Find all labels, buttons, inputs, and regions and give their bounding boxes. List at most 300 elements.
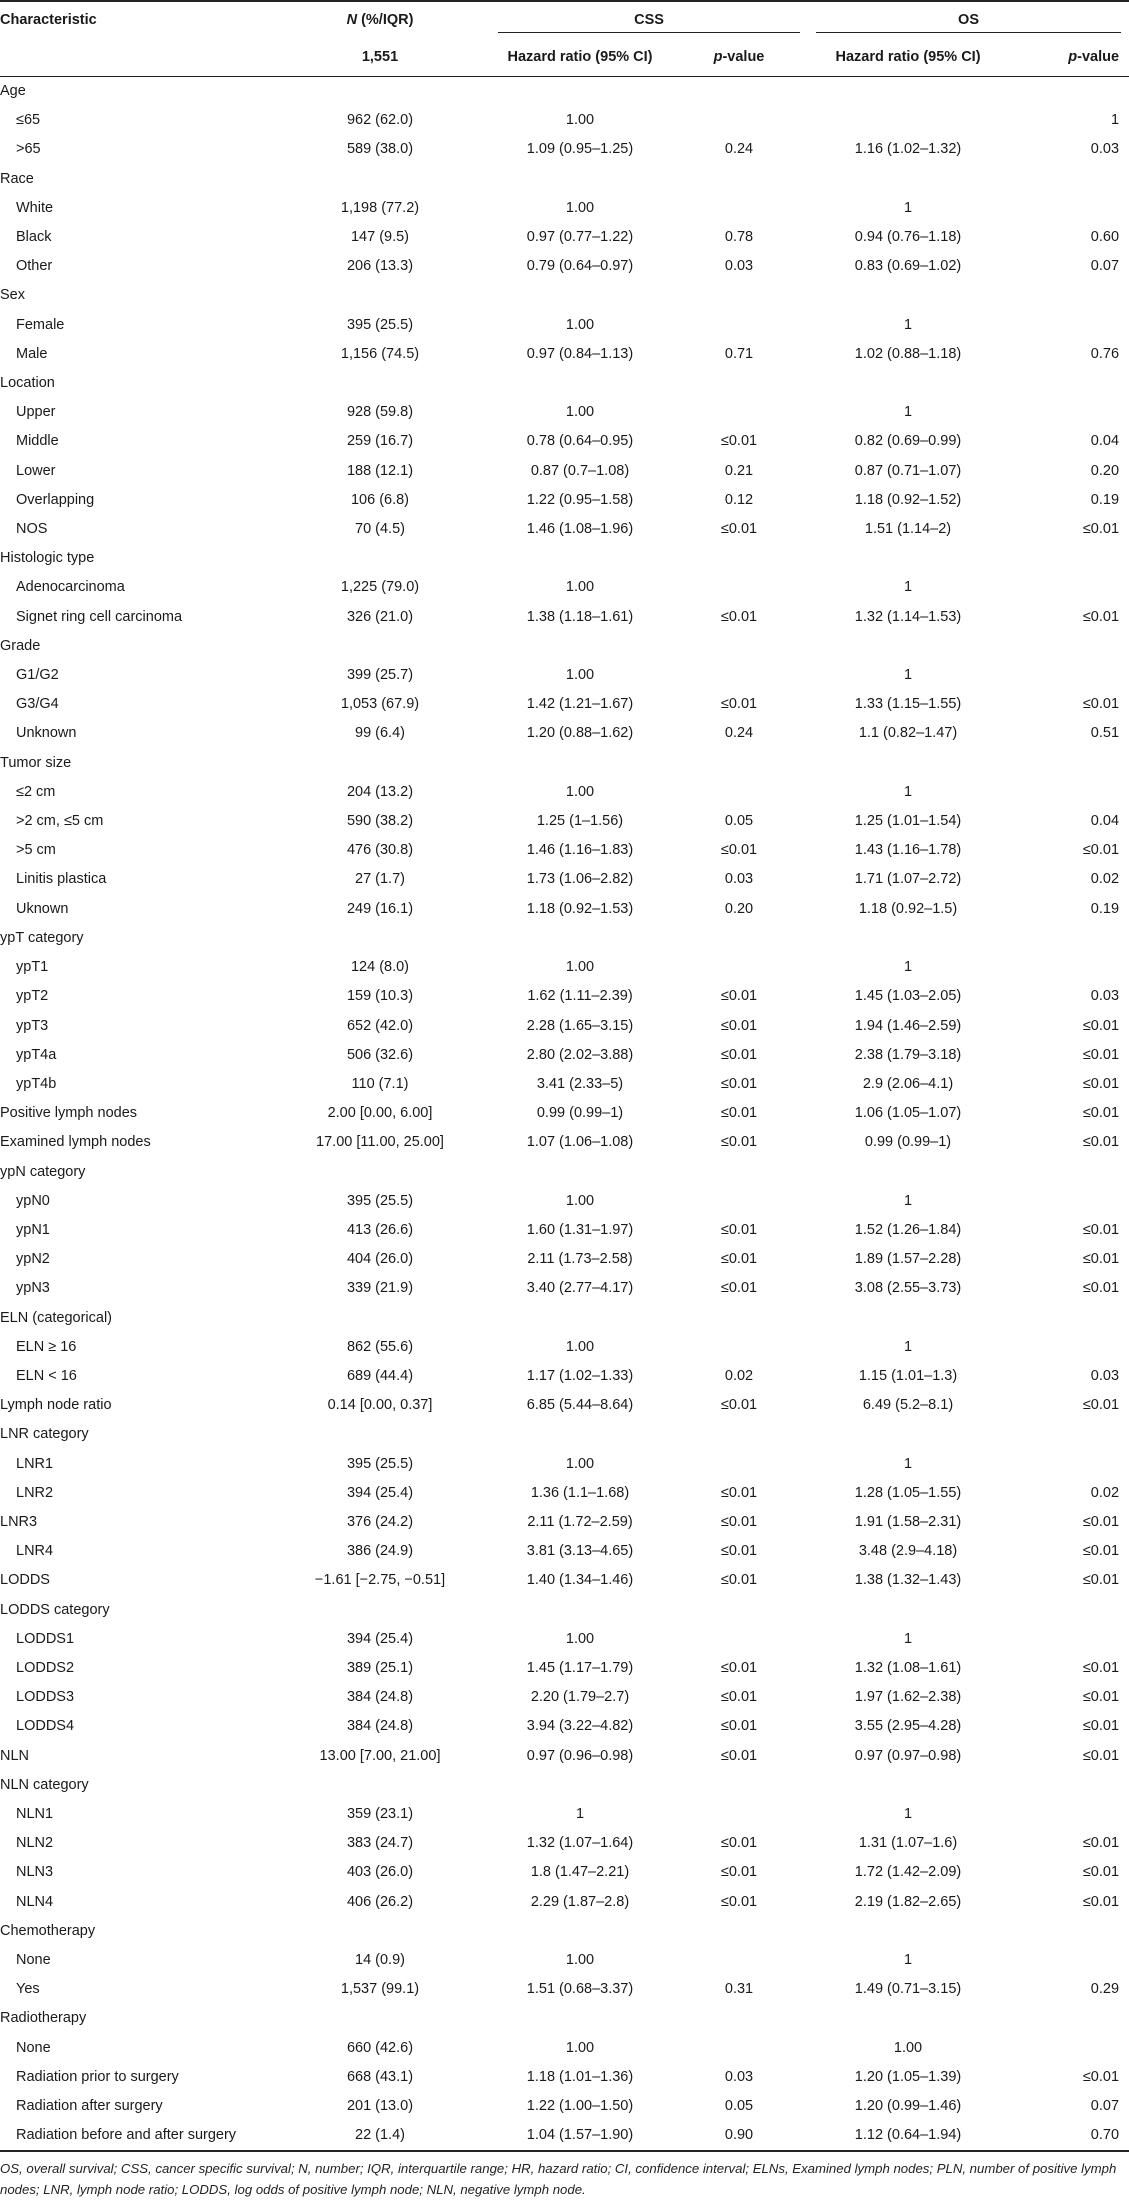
table-row (0, 1566, 1129, 1595)
cell-css-hr: 1.46 (1.08–1.96) (526, 521, 634, 538)
cell-os-p: ≤0.01 (1082, 1689, 1120, 1706)
cell-css-hr: 1.00 (565, 667, 595, 684)
header-row-columns (0, 39, 1129, 77)
cell-css-hr: 1.40 (1.34–1.46) (526, 1572, 634, 1589)
cell-os-p: ≤0.01 (1082, 1017, 1120, 1034)
header-os-hr: Hazard ratio (95% CI) (808, 39, 1008, 77)
row-label: LODDS1 (16, 1630, 75, 1647)
row-label: Radiation prior to surgery (16, 2068, 179, 2085)
cell-css-p: ≤0.01 (720, 1864, 758, 1881)
cell-css-p (670, 398, 808, 427)
row-label: Yes (16, 1981, 40, 1998)
row-label: Tumor size (0, 754, 72, 771)
row-label: ypN3 (16, 1280, 50, 1297)
table-row (0, 1187, 1129, 1216)
cell-css-p: 0.24 (724, 725, 754, 742)
cell-css-hr: 1.62 (1.11–2.39) (527, 988, 633, 1005)
cell-css-p: ≤0.01 (720, 1572, 758, 1589)
cell-css-hr: 1.25 (1–1.56) (536, 813, 624, 830)
cell-css-hr: 0.97 (0.77–1.22) (526, 229, 634, 246)
header-characteristic: Characteristic (0, 12, 97, 28)
cell-css-p (670, 1946, 808, 1975)
cell-css-p: ≤0.01 (720, 1251, 758, 1268)
table-row (0, 1362, 1129, 1391)
cell-os-hr: 1 (903, 199, 913, 216)
cell-os-hr: 1 (903, 316, 913, 333)
cell-os-p (1008, 1946, 1129, 1975)
cell-n: 399 (25.7) (346, 667, 414, 684)
cell-os-p: ≤0.01 (1082, 1864, 1120, 1881)
cell-n: 506 (32.6) (346, 1046, 414, 1063)
cell-os-p: 0.76 (1090, 345, 1120, 362)
cell-css-hr: 1.22 (0.95–1.58) (526, 491, 634, 508)
cell-n: 383 (24.7) (346, 1835, 414, 1852)
cell-os-p (1008, 1187, 1129, 1216)
cell-os-hr: 1.02 (0.88–1.18) (854, 345, 962, 362)
row-label: ypT1 (16, 959, 49, 976)
cell-n: 395 (25.5) (346, 1192, 414, 1209)
cell-css-hr: 0.79 (0.64–0.97) (526, 258, 634, 275)
cell-css-hr: 2.11 (1.73–2.58) (527, 1251, 633, 1268)
table-row (0, 252, 1129, 281)
cell-os-hr: 1.18 (0.92–1.5) (858, 900, 958, 917)
group-header-row (0, 1158, 1129, 1187)
cell-os-hr: 1 (903, 1805, 913, 1822)
cell-os-p: ≤0.01 (1082, 1893, 1120, 1910)
row-label: None (16, 1952, 51, 1968)
cell-css-hr: 3.40 (2.77–4.17) (526, 1280, 634, 1297)
cell-os-p: ≤0.01 (1082, 1075, 1120, 1092)
row-label: LNR3 (0, 1513, 38, 1530)
row-label: Female (16, 316, 65, 333)
cell-css-p: ≤0.01 (720, 1221, 758, 1238)
cell-n: 359 (23.1) (346, 1805, 414, 1822)
cell-css-p (670, 194, 808, 223)
cell-css-p: ≤0.01 (720, 433, 758, 450)
row-label: Unknown (16, 725, 77, 742)
group-header-row (0, 2004, 1129, 2033)
row-label: LNR1 (16, 1455, 54, 1472)
cell-os-hr: 1.20 (0.99–1.46) (854, 2098, 962, 2115)
table-row (0, 661, 1129, 690)
row-label: Examined lymph nodes (0, 1134, 151, 1151)
row-label: Lymph node ratio (0, 1397, 112, 1414)
cell-os-p: 0.04 (1090, 813, 1120, 830)
cell-css-hr: 1.00 (565, 2039, 595, 2056)
group-header-row (0, 544, 1129, 573)
group-header-row (0, 77, 1129, 107)
cell-os-hr: 1.20 (1.05–1.39) (854, 2068, 962, 2085)
cell-css-hr: 2.80 (2.02–3.88) (526, 1046, 634, 1063)
cell-css-p: 0.24 (724, 141, 754, 158)
cell-os-hr: 2.38 (1.79–3.18) (854, 1046, 962, 1063)
cell-css-p: ≤0.01 (720, 1017, 758, 1034)
cell-css-p: 0.90 (670, 2121, 808, 2151)
cell-n: 389 (25.1) (346, 1659, 414, 1676)
cell-os-p (1008, 398, 1129, 427)
row-label: Positive lymph nodes (0, 1105, 138, 1122)
row-label: ELN < 16 (16, 1367, 77, 1384)
cell-css-hr: 2.11 (1.72–2.59) (527, 1513, 633, 1530)
table-row (0, 223, 1129, 252)
cell-os-hr: 1.32 (1.08–1.61) (854, 1659, 962, 1676)
cell-os-p (1008, 953, 1129, 982)
row-label: LODDS category (0, 1601, 110, 1618)
table-row (0, 778, 1129, 807)
cell-os-p: ≤0.01 (1082, 1747, 1120, 1764)
row-label: Sex (0, 287, 25, 304)
cell-os-p: 0.02 (1090, 871, 1120, 888)
row-label: Location (0, 375, 55, 392)
row-label: Race (0, 170, 34, 187)
cell-css-hr: 3.81 (3.13–4.65) (526, 1543, 634, 1560)
cell-n: 589 (38.0) (346, 141, 414, 158)
table-row (0, 982, 1129, 1011)
table-row (0, 1450, 1129, 1479)
cell-css-p: 0.03 (724, 258, 754, 275)
cell-css-p: 0.21 (724, 462, 754, 479)
row-label: LODDS (0, 1572, 50, 1589)
row-label: LNR2 (16, 1484, 54, 1501)
cell-css-p (670, 1187, 808, 1216)
cell-os-hr: 3.08 (2.55–3.73) (854, 1280, 962, 1297)
cell-css-p: 0.78 (724, 229, 754, 246)
cell-css-p: ≤0.01 (720, 521, 758, 538)
cell-os-p: 0.19 (1090, 900, 1120, 917)
cell-os-hr: 1.97 (1.62–2.38) (854, 1689, 962, 1706)
cell-css-hr: 1.00 (565, 404, 595, 421)
cell-css-hr: 1.22 (1.00–1.50) (526, 2098, 634, 2115)
cell-n: 70 (4.5) (355, 521, 405, 538)
cell-os-p: 0.60 (1090, 229, 1120, 246)
cell-css-hr: 1.51 (0.68–3.37) (526, 1981, 634, 1998)
row-label: Uknown (16, 900, 69, 917)
cell-os-hr: 1.49 (0.71–3.15) (854, 1981, 962, 1998)
table-row (0, 1070, 1129, 1099)
cell-n: 204 (13.2) (346, 783, 414, 800)
cell-os-hr: 2.9 (2.06–4.1) (862, 1075, 954, 1092)
cell-os-p: ≤0.01 (1082, 1543, 1120, 1560)
cell-css-hr: 1.00 (565, 1455, 595, 1472)
cell-os-hr: 1.43 (1.16–1.78) (854, 842, 962, 859)
cell-css-p: 0.05 (724, 2098, 754, 2115)
cell-os-p (1008, 1625, 1129, 1654)
cell-n: 652 (42.0) (346, 1017, 414, 1034)
table-row (0, 1654, 1129, 1683)
cell-os-p (1008, 1800, 1129, 1829)
cell-os-hr: 1.16 (1.02–1.32) (854, 141, 962, 158)
cell-os-p (1008, 1333, 1129, 1362)
header-os: OS (816, 8, 1121, 33)
cell-os-hr: 1 (903, 579, 913, 596)
row-label: NLN3 (16, 1864, 54, 1881)
cell-n: 413 (26.6) (346, 1221, 414, 1238)
cell-css-hr: 0.99 (0.99–1) (536, 1105, 624, 1122)
table-row (0, 2063, 1129, 2092)
cell-css-p: ≤0.01 (720, 1543, 758, 1560)
cell-os-hr: 1.18 (0.92–1.52) (854, 491, 962, 508)
row-label: ypT3 (16, 1017, 49, 1034)
cell-n: 395 (25.5) (346, 316, 414, 333)
table-row (0, 807, 1129, 836)
row-label: Signet ring cell carcinoma (16, 608, 183, 625)
cell-os-hr: 1.89 (1.57–2.28) (854, 1251, 962, 1268)
row-label: LODDS2 (16, 1659, 75, 1676)
table-row (0, 719, 1129, 748)
table-row (0, 1829, 1129, 1858)
table-row (0, 1975, 1129, 2004)
cell-css-p: ≤0.01 (720, 1105, 758, 1122)
cell-os-p (1008, 1450, 1129, 1479)
cell-n: −1.61 [−2.75, −0.51] (314, 1572, 446, 1589)
table-row (0, 603, 1129, 632)
table-row (0, 1216, 1129, 1245)
cell-css-p (670, 1625, 808, 1654)
cell-css-hr: 1.00 (565, 579, 595, 596)
cell-css-p: ≤0.01 (720, 1689, 758, 1706)
row-label: NLN2 (16, 1835, 54, 1852)
table-row (0, 2121, 1129, 2151)
cell-os-p (1008, 573, 1129, 602)
table-row (0, 1128, 1129, 1157)
cell-css-hr: 0.97 (0.84–1.13) (526, 345, 634, 362)
cell-n: 0.14 [0.00, 0.37] (327, 1397, 433, 1414)
table-row (0, 895, 1129, 924)
cell-os-p: 0.02 (1090, 1484, 1120, 1501)
cell-css-hr: 1.8 (1.47–2.21) (530, 1864, 630, 1881)
cell-os-p: 0.04 (1090, 433, 1120, 450)
cell-os-p: 0.20 (1090, 462, 1120, 479)
cell-css-p: ≤0.01 (720, 1134, 758, 1151)
row-label: NLN4 (16, 1893, 54, 1910)
row-label: Radiation after surgery (16, 2098, 163, 2115)
cell-css-p (670, 1450, 808, 1479)
cell-os-hr: 1.12 (0.64–1.94) (808, 2121, 1008, 2151)
cell-os-hr: 1.45 (1.03–2.05) (854, 988, 962, 1005)
cell-os-p: 1 (1110, 112, 1120, 129)
header-blank (0, 39, 270, 77)
cell-css-hr: 1.00 (565, 1630, 595, 1647)
cell-os-hr: 1 (903, 1455, 913, 1472)
cell-os-p: 0.19 (1090, 491, 1120, 508)
cell-css-hr: 3.41 (2.33–5) (536, 1075, 624, 1092)
cell-css-p: 0.03 (724, 2068, 754, 2085)
cell-os-hr: 1 (903, 1338, 913, 1355)
row-label: ypT4b (16, 1075, 57, 1092)
group-header-row (0, 924, 1129, 953)
cell-n: 17.00 [11.00, 25.00] (316, 1134, 444, 1151)
table-row (0, 135, 1129, 164)
row-label: ypN category (0, 1163, 86, 1180)
table-row (0, 1508, 1129, 1537)
cell-css-p (670, 573, 808, 602)
cell-css-hr: 1.42 (1.21–1.67) (526, 696, 634, 713)
table-row (0, 340, 1129, 369)
table-row (0, 194, 1129, 223)
row-label: Upper (16, 404, 56, 421)
table-row (0, 1479, 1129, 1508)
cell-os-p: 0.29 (1090, 1981, 1120, 1998)
cell-css-hr: 1.00 (565, 199, 595, 216)
cell-css-hr: 1.20 (0.88–1.62) (526, 725, 634, 742)
cell-n: 406 (26.2) (346, 1893, 414, 1910)
cell-os-hr: 3.48 (2.9–4.18) (858, 1543, 958, 1560)
cell-os-hr: 2.19 (1.82–2.65) (854, 1893, 962, 1910)
cell-n: 404 (26.0) (346, 1251, 414, 1268)
group-header-row (0, 369, 1129, 398)
cell-n: 201 (13.0) (346, 2098, 414, 2115)
cell-os-p (1008, 661, 1129, 690)
group-header-row (0, 749, 1129, 778)
cell-css-hr: 2.28 (1.65–3.15) (526, 1017, 634, 1034)
cell-os-p: 0.70 (1008, 2121, 1129, 2151)
cell-os-p: 0.07 (1090, 258, 1120, 275)
cell-os-p: ≤0.01 (1082, 1280, 1120, 1297)
row-label: NLN1 (16, 1805, 54, 1822)
cell-os-p: ≤0.01 (1082, 2068, 1120, 2085)
group-header-row (0, 165, 1129, 194)
cell-os-hr: 1 (903, 1952, 913, 1968)
cell-os-p: ≤0.01 (1082, 1221, 1120, 1238)
row-label: ELN ≥ 16 (16, 1338, 77, 1355)
cell-css-hr: 1.18 (0.92–1.53) (526, 900, 634, 917)
table-row (0, 2034, 1129, 2063)
row-label: >2 cm, ≤5 cm (16, 813, 104, 830)
cell-os-hr: 1.72 (1.42–2.09) (854, 1864, 962, 1881)
cell-os-hr: 1.32 (1.14–1.53) (854, 608, 962, 625)
cell-os-hr: 0.97 (0.97–0.98) (854, 1747, 962, 1764)
header-os-p-italic: p (1068, 49, 1078, 65)
table-footnote: OS, overall survival; CSS, cancer specific survival; N, number; IQR, interquartile range; HR, hazard ratio; CI, confidence interval; ELNs, Examined lymph nodes; PLN, number of positive lymph nodes; LNR, lymph node ratio; LODDS, log odds of positive lymph node; NLN, negative lymph node. (0, 2161, 1117, 2197)
cell-css-p: 0.71 (724, 345, 754, 362)
cell-os-hr: 1 (903, 783, 913, 800)
table-row (0, 486, 1129, 515)
table-row (0, 1245, 1129, 1274)
cell-os-hr: 0.99 (0.99–1) (864, 1134, 952, 1151)
cell-css-p: ≤0.01 (720, 1513, 758, 1530)
row-label: LODDS4 (16, 1718, 75, 1735)
cell-os-hr: 0.94 (0.76–1.18) (854, 229, 962, 246)
cell-n: 22 (1.4) (270, 2121, 490, 2151)
cell-n: 1,198 (77.2) (340, 199, 420, 216)
cell-os-p: ≤0.01 (1082, 1105, 1120, 1122)
cell-css-p: ≤0.01 (720, 988, 758, 1005)
cell-os-hr: 1.15 (1.01–1.3) (858, 1367, 958, 1384)
cell-css-p: ≤0.01 (720, 1075, 758, 1092)
cell-css-p: 0.05 (724, 813, 754, 830)
cell-css-p: ≤0.01 (720, 608, 758, 625)
cell-n: 147 (9.5) (350, 229, 410, 246)
cell-os-hr (808, 106, 1008, 135)
row-label: Grade (0, 637, 41, 654)
cell-n: 660 (42.6) (346, 2039, 414, 2056)
cell-os-hr: 1 (903, 404, 913, 421)
cell-n: 124 (8.0) (350, 959, 410, 976)
cell-os-p: ≤0.01 (1082, 1718, 1120, 1735)
row-label: NLN (0, 1747, 30, 1764)
table-row (0, 427, 1129, 456)
cell-n: 99 (6.4) (355, 725, 405, 742)
cell-css-hr: 2.20 (1.79–2.7) (530, 1689, 630, 1706)
group-header-row (0, 1771, 1129, 1800)
cell-css-p (670, 1800, 808, 1829)
row-label: White (16, 199, 54, 216)
cell-os-hr: 1 (903, 667, 913, 684)
row-label: ypN1 (16, 1221, 50, 1238)
table-row (0, 1625, 1129, 1654)
row-label: ypT2 (16, 988, 49, 1005)
cell-os-p: ≤0.01 (1082, 1251, 1120, 1268)
row-label: NLN category (0, 1776, 89, 1793)
cell-os-p: 0.07 (1090, 2098, 1120, 2115)
group-header-row (0, 1420, 1129, 1449)
cell-os-hr: 1.91 (1.58–2.31) (854, 1513, 962, 1530)
row-label: Lower (16, 462, 56, 479)
cell-os-hr: 1 (903, 959, 913, 976)
row-label: Other (16, 258, 53, 275)
table-row (0, 1391, 1129, 1420)
cell-os-hr: 3.55 (2.95–4.28) (854, 1718, 962, 1735)
table-row (0, 690, 1129, 719)
row-label: ELN (categorical) (0, 1309, 113, 1326)
group-header-row (0, 1304, 1129, 1333)
row-label: Black (16, 229, 52, 246)
cell-n: 862 (55.6) (346, 1338, 414, 1355)
cell-n: 689 (44.4) (346, 1367, 414, 1384)
cell-css-hr: 0.97 (0.96–0.98) (526, 1747, 634, 1764)
row-label: ypT category (0, 929, 84, 946)
cell-css-p (670, 1333, 808, 1362)
cell-css-hr: 1.73 (1.06–2.82) (526, 871, 634, 888)
table-row (0, 836, 1129, 865)
table-row (0, 515, 1129, 544)
cell-n: 27 (1.7) (355, 871, 405, 888)
cell-css-hr: 1.36 (1.1–1.68) (530, 1484, 630, 1501)
cell-css-p: 0.03 (724, 871, 754, 888)
cell-os-hr: 1.25 (1.01–1.54) (854, 813, 962, 830)
cell-css-hr: 1.00 (565, 959, 595, 976)
cell-css-p: ≤0.01 (720, 696, 758, 713)
table-row (0, 311, 1129, 340)
cell-css-p: ≤0.01 (720, 1397, 758, 1414)
cell-os-hr: 1.33 (1.15–1.55) (854, 696, 962, 713)
cell-css-hr: 1.00 (565, 1338, 595, 1355)
table-row (0, 1712, 1129, 1741)
cell-os-hr: 1 (903, 1192, 913, 1209)
cell-os-p (1008, 778, 1129, 807)
cell-css-p: ≤0.01 (720, 1718, 758, 1735)
cell-css-p: ≤0.01 (720, 1747, 758, 1764)
cell-css-hr: 1.32 (1.07–1.64) (526, 1835, 634, 1852)
cell-css-hr: 1.00 (565, 1192, 595, 1209)
cell-css-p: ≤0.01 (720, 1280, 758, 1297)
table-row (0, 1858, 1129, 1887)
cell-css-hr: 1 (575, 1805, 585, 1822)
row-label: >65 (16, 141, 41, 158)
cell-css-hr: 1.60 (1.31–1.97) (526, 1221, 634, 1238)
row-label: LNR category (0, 1426, 89, 1443)
cell-os-hr: 0.83 (0.69–1.02) (854, 258, 962, 275)
cell-os-p: ≤0.01 (1082, 521, 1120, 538)
table-row (0, 1683, 1129, 1712)
cell-css-hr: 0.78 (0.64–0.95) (526, 433, 634, 450)
cell-css-hr: 3.94 (3.22–4.82) (526, 1718, 634, 1735)
cell-os-p: ≤0.01 (1082, 1134, 1120, 1151)
cell-os-hr: 1.52 (1.26–1.84) (854, 1221, 962, 1238)
row-label: G3/G4 (16, 696, 59, 713)
cell-n: 188 (12.1) (346, 462, 414, 479)
cell-os-hr: 1.51 (1.14–2) (864, 521, 952, 538)
